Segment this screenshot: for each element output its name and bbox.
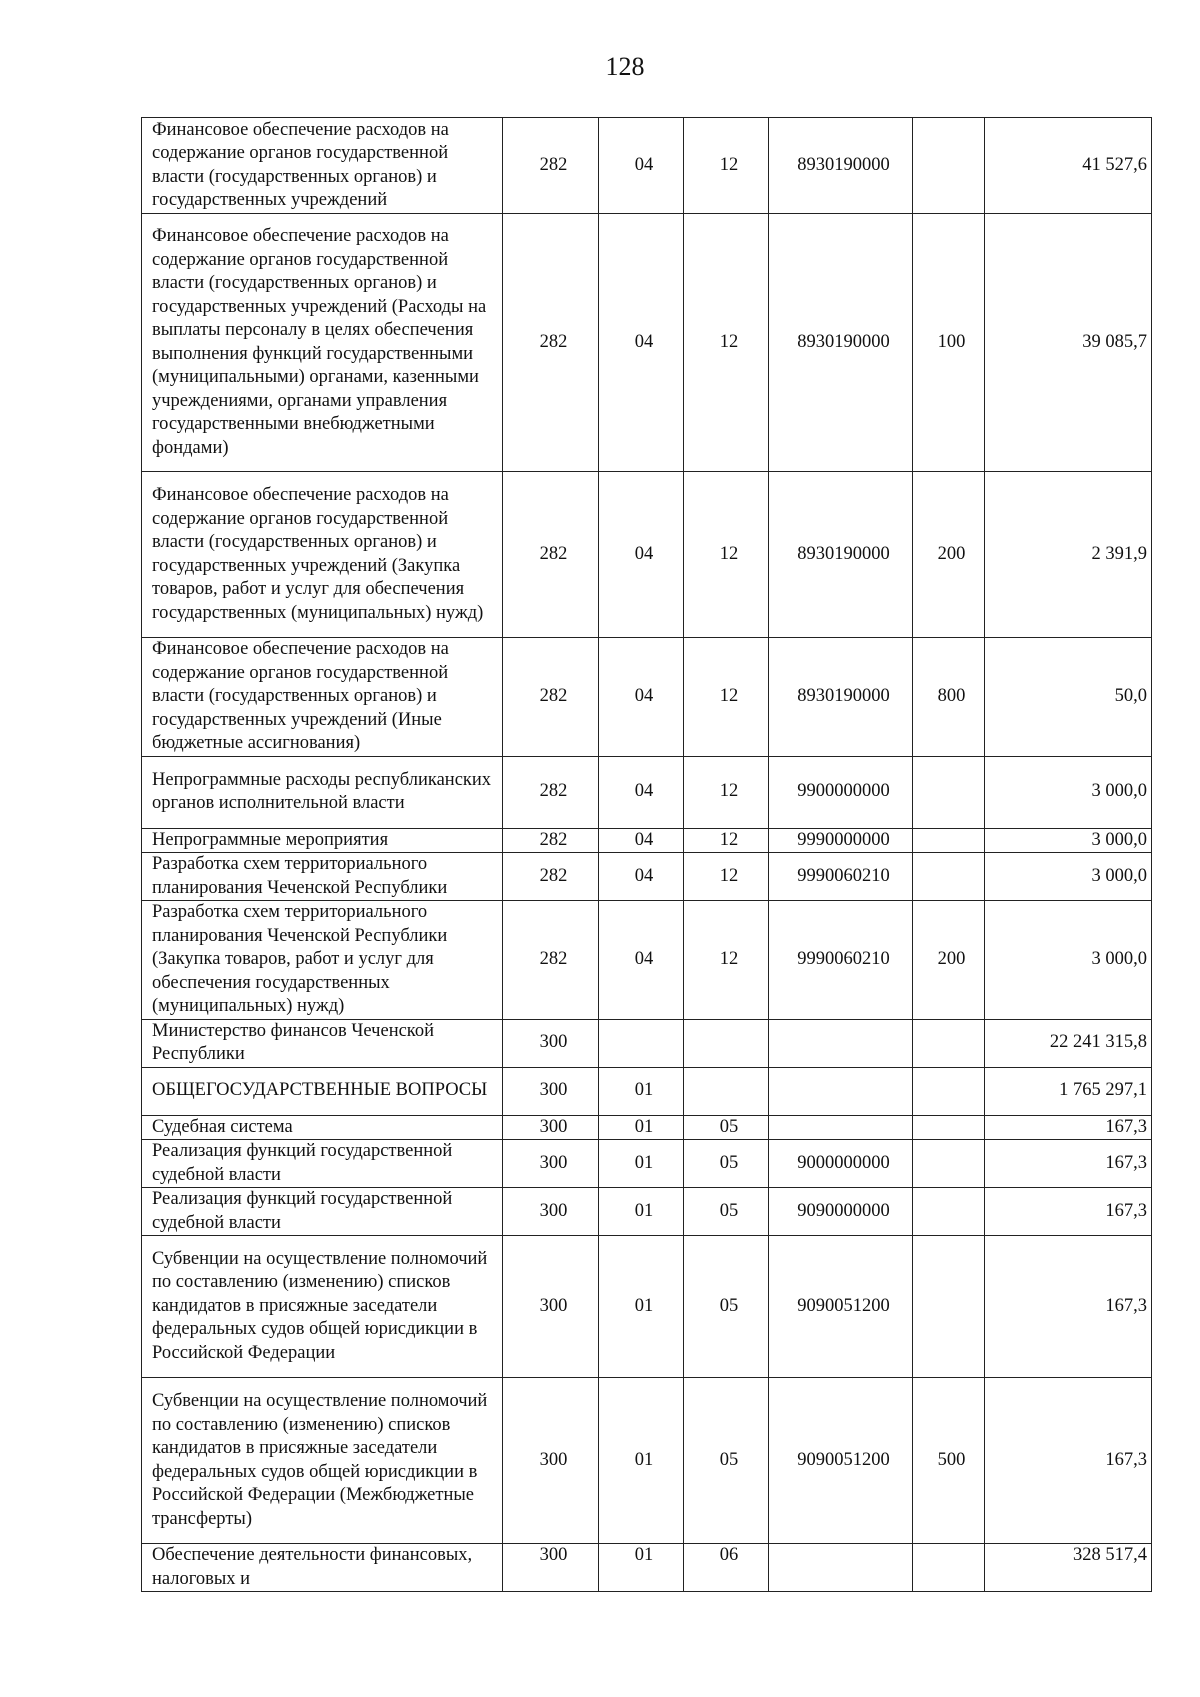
ved-code: 282 <box>503 118 599 214</box>
row-name: ОБЩЕГОСУДАРСТВЕННЫЕ ВОПРОСЫ <box>142 1067 503 1115</box>
expense-type-code <box>913 1115 985 1140</box>
row-name: Непрограммные мероприятия <box>142 828 503 853</box>
amount: 328 517,4 <box>985 1544 1152 1592</box>
table-row <box>142 828 1152 853</box>
table-row <box>142 1236 1152 1378</box>
amount: 2 391,9 <box>985 472 1152 638</box>
subsection-code: 05 <box>684 1140 769 1188</box>
expense-type-code <box>913 756 985 828</box>
table-row <box>142 638 1152 757</box>
page-number: 128 <box>605 52 645 81</box>
target-article-code: 9090000000 <box>769 1188 913 1236</box>
table-row <box>142 1140 1152 1188</box>
amount: 167,3 <box>985 1115 1152 1140</box>
subsection-code: 12 <box>684 828 769 853</box>
table-row <box>142 901 1152 1020</box>
amount: 3 000,0 <box>985 853 1152 901</box>
row-name: Субвенции на осуществление полномочий по составлению (изменению) списков кандидатов в присяжные заседатели федеральных судов общей юрисдикции в Российской Федерации <box>142 1236 503 1378</box>
row-name: Министерство финансов Чеченской Республики <box>142 1019 503 1067</box>
table-row <box>142 756 1152 828</box>
subsection-code: 06 <box>684 1544 769 1592</box>
ved-code: 300 <box>503 1019 599 1067</box>
ved-code: 300 <box>503 1067 599 1115</box>
subsection-code: 12 <box>684 853 769 901</box>
subsection-code <box>684 1067 769 1115</box>
subsection-code: 12 <box>684 214 769 472</box>
table-row <box>142 118 1152 214</box>
subsection-code: 05 <box>684 1236 769 1378</box>
section-code: 04 <box>599 828 684 853</box>
amount: 50,0 <box>985 638 1152 757</box>
section-code: 04 <box>599 853 684 901</box>
expense-type-code <box>913 853 985 901</box>
section-code: 01 <box>599 1188 684 1236</box>
expense-type-code <box>913 1236 985 1378</box>
ved-code: 300 <box>503 1140 599 1188</box>
amount: 3 000,0 <box>985 828 1152 853</box>
section-code: 04 <box>599 118 684 214</box>
subsection-code: 12 <box>684 472 769 638</box>
target-article-code: 9990060210 <box>769 901 913 1020</box>
target-article-code: 8930190000 <box>769 118 913 214</box>
expense-type-code: 800 <box>913 638 985 757</box>
ved-code: 282 <box>503 638 599 757</box>
subsection-code: 12 <box>684 638 769 757</box>
amount: 167,3 <box>985 1378 1152 1544</box>
ved-code: 282 <box>503 901 599 1020</box>
expense-type-code: 500 <box>913 1378 985 1544</box>
expense-type-code <box>913 828 985 853</box>
ved-code: 300 <box>503 1378 599 1544</box>
expense-type-code: 200 <box>913 901 985 1020</box>
table-row <box>142 1067 1152 1115</box>
ved-code: 300 <box>503 1236 599 1378</box>
ved-code: 300 <box>503 1544 599 1592</box>
table-row <box>142 1378 1152 1544</box>
expense-type-code <box>913 1067 985 1115</box>
amount: 167,3 <box>985 1140 1152 1188</box>
expense-type-code: 200 <box>913 472 985 638</box>
target-article-code: 8930190000 <box>769 638 913 757</box>
subsection-code: 12 <box>684 118 769 214</box>
subsection-code: 05 <box>684 1378 769 1544</box>
section-code: 01 <box>599 1115 684 1140</box>
amount: 1 765 297,1 <box>985 1067 1152 1115</box>
ved-code: 300 <box>503 1115 599 1140</box>
row-name: Финансовое обеспечение расходов на содержание органов государственной власти (государственных органов) и государственных учреждений (Иные бюджетные ассигнования) <box>142 638 503 757</box>
target-article-code: 8930190000 <box>769 472 913 638</box>
section-code: 04 <box>599 756 684 828</box>
amount: 22 241 315,8 <box>985 1019 1152 1067</box>
row-name: Судебная система <box>142 1115 503 1140</box>
amount: 3 000,0 <box>985 756 1152 828</box>
row-name: Финансовое обеспечение расходов на содержание органов государственной власти (государственных органов) и государственных учреждений (Расходы на выплаты персоналу в целях обеспечения выполнения функций государственными (муниципальными) органами, казенными учреждениями, органами управления государственными внебюджетными фондами) <box>142 214 503 472</box>
target-article-code: 9990000000 <box>769 828 913 853</box>
amount: 39 085,7 <box>985 214 1152 472</box>
expense-type-code <box>913 118 985 214</box>
row-name: Финансовое обеспечение расходов на содержание органов государственной власти (государственных органов) и государственных учреждений (Закупка товаров, работ и услуг для обеспечения государственных (муниципальных) нужд) <box>142 472 503 638</box>
section-code: 04 <box>599 472 684 638</box>
expense-type-code <box>913 1544 985 1592</box>
target-article-code <box>769 1019 913 1067</box>
amount: 3 000,0 <box>985 901 1152 1020</box>
expense-type-code <box>913 1140 985 1188</box>
table-row <box>142 214 1152 472</box>
row-name: Разработка схем территориального планирования Чеченской Республики <box>142 853 503 901</box>
section-code: 01 <box>599 1067 684 1115</box>
section-code: 01 <box>599 1544 684 1592</box>
expense-type-code: 100 <box>913 214 985 472</box>
target-article-code <box>769 1115 913 1140</box>
section-code: 01 <box>599 1140 684 1188</box>
ved-code: 282 <box>503 472 599 638</box>
subsection-code: 05 <box>684 1115 769 1140</box>
row-name: Обеспечение деятельности финансовых, налоговых и <box>142 1544 503 1592</box>
table-row <box>142 472 1152 638</box>
row-name: Реализация функций государственной судебной власти <box>142 1140 503 1188</box>
subsection-code <box>684 1019 769 1067</box>
row-name: Финансовое обеспечение расходов на содержание органов государственной власти (государственных органов) и государственных учреждений <box>142 118 503 214</box>
expense-type-code <box>913 1019 985 1067</box>
row-name: Субвенции на осуществление полномочий по составлению (изменению) списков кандидатов в присяжные заседатели федеральных судов общей юрисдикции в Российской Федерации (Межбюджетные трансферты) <box>142 1378 503 1544</box>
ved-code: 282 <box>503 756 599 828</box>
amount: 167,3 <box>985 1188 1152 1236</box>
row-name: Реализация функций государственной судебной власти <box>142 1188 503 1236</box>
row-name: Непрограммные расходы республиканских органов исполнительной власти <box>142 756 503 828</box>
amount: 41 527,6 <box>985 118 1152 214</box>
target-article-code: 8930190000 <box>769 214 913 472</box>
section-code: 04 <box>599 901 684 1020</box>
table-row <box>142 1544 1152 1592</box>
target-article-code: 9090051200 <box>769 1378 913 1544</box>
section-code: 01 <box>599 1236 684 1378</box>
target-article-code <box>769 1067 913 1115</box>
subsection-code: 05 <box>684 1188 769 1236</box>
table-row <box>142 853 1152 901</box>
ved-code: 282 <box>503 828 599 853</box>
subsection-code: 12 <box>684 756 769 828</box>
budget-table <box>141 117 1152 1592</box>
ved-code: 282 <box>503 853 599 901</box>
expense-type-code <box>913 1188 985 1236</box>
ved-code: 300 <box>503 1188 599 1236</box>
table-row <box>142 1188 1152 1236</box>
section-code: 01 <box>599 1378 684 1544</box>
target-article-code <box>769 1544 913 1592</box>
table-row <box>142 1019 1152 1067</box>
subsection-code: 12 <box>684 901 769 1020</box>
target-article-code: 9090051200 <box>769 1236 913 1378</box>
target-article-code: 9000000000 <box>769 1140 913 1188</box>
section-code <box>599 1019 684 1067</box>
ved-code: 282 <box>503 214 599 472</box>
target-article-code: 9900000000 <box>769 756 913 828</box>
row-name: Разработка схем территориального планирования Чеченской Республики (Закупка товаров, работ и услуг для обеспечения государственных (муниципальных) нужд) <box>142 901 503 1020</box>
table-row <box>142 1115 1152 1140</box>
section-code: 04 <box>599 638 684 757</box>
target-article-code: 9990060210 <box>769 853 913 901</box>
section-code: 04 <box>599 214 684 472</box>
amount: 167,3 <box>985 1236 1152 1378</box>
